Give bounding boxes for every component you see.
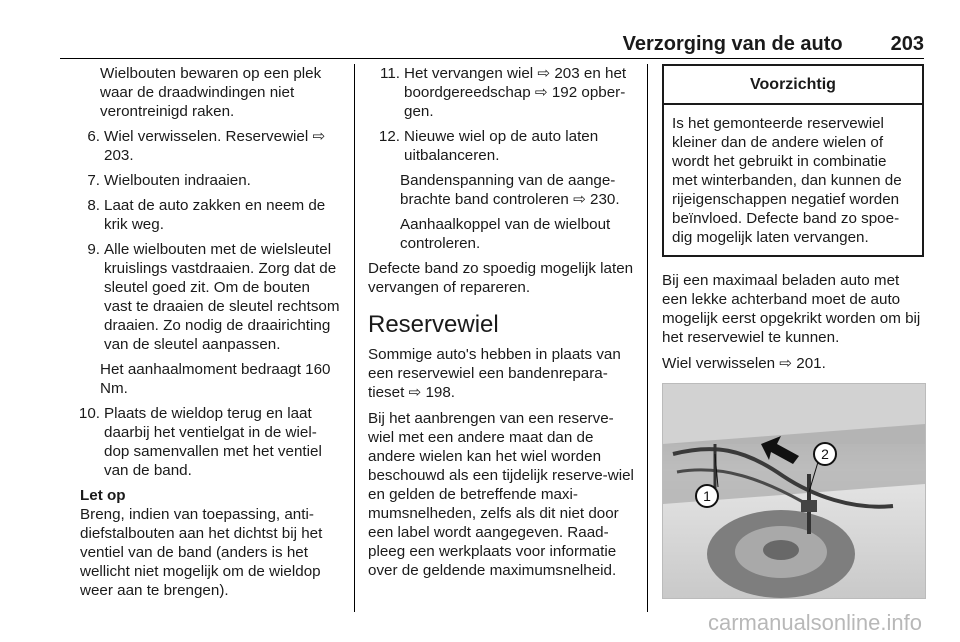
callout-2-label: 2 — [821, 446, 829, 462]
step-12: 12. Nieuwe wiel op de auto laten uitbalanceren. — [378, 128, 599, 164]
step-12-pressure: Bandenspanning van de aange-brachte band controleren ⇨ 230. — [400, 172, 620, 208]
step-12-torque: Aanhaalkoppel van de wielbout controleren. — [400, 216, 611, 252]
page-number: 203 — [890, 33, 924, 55]
step-11: 11. Het vervangen wiel ⇨ 203 en het boordgereedschap ⇨ 192 opber-gen. — [380, 65, 627, 120]
note — [68, 486, 340, 600]
section-heading: Reservewiel — [368, 311, 499, 338]
callout-1-label: 1 — [703, 488, 711, 504]
step-8: 8. Laat de auto zakken en neem de krik weg. — [87, 197, 326, 233]
column-right — [662, 64, 924, 599]
chapter-title: Verzorging van de auto — [622, 33, 843, 55]
spare-wheel-intro: Sommige auto's hebben in plaats van een reservewiel een bandenrepara-tieset ⇨ 198. — [368, 346, 621, 401]
continued-text: Wielbouten bewaren op een plek waar de draadwindingen niet verontreinigd raken. — [100, 65, 322, 120]
wheel-change-ref: Wiel verwisselen ⇨ 201. — [662, 355, 826, 372]
step-6: 6. Wiel verwisselen. Reservewiel ⇨ 203. — [87, 128, 326, 164]
spare-wheel-illustration — [662, 383, 926, 599]
caution-box — [662, 64, 924, 257]
column-divider — [647, 64, 648, 612]
column-left — [68, 64, 340, 607]
caution-title: Voorzichtig — [664, 66, 922, 105]
watermark: carmanualsonline.info — [707, 610, 922, 635]
caution-text: Is het gemonteerde reservewiel kleiner dan de andere wielen of wordt het gebruikt in combinatie met winterbanden, dan kunnen de rijeigenschappen negatief worden beïnvloed. Defecte band zo spoe-dig mogelijk laten vervangen. — [672, 115, 902, 246]
defect-note: Defecte band zo spoedig mogelijk laten vervangen of repareren. — [368, 260, 634, 296]
callout-1 — [696, 485, 718, 507]
step-9: 9. Alle wielbouten met de wielsleutel kruislings vastdraaien. Zorg dat de sleutel goed zit. Om de bouten vast te draaien de sleutel rechtsom draaien. Zo nodig de draairichting van de sleutel aanpassen. — [87, 241, 340, 353]
loaded-car-note: Bij een maximaal beladen auto met een lekke achterband moet de auto mogelijk eerst opgekrikt worden om bij het reservewiel te kunnen. — [662, 272, 921, 346]
step-7: 7. Wielbouten indraaien. — [87, 172, 251, 189]
step-9-torque: Het aanhaalmoment bedraagt 160 Nm. — [100, 361, 331, 397]
spare-wheel-drawing — [663, 384, 925, 598]
note-text: Breng, indien van toepassing, anti-diefstalbouten aan het dichtst bij het ventiel van de band (anders is het wellicht niet mogelijk om de wieldop weer aan te brengen). — [80, 506, 323, 599]
page-header — [60, 26, 924, 59]
column-divider — [354, 64, 355, 612]
spare-wheel-speed: Bij het aanbrengen van een reserve-wiel met een andere maat dan de andere wielen kan het wiel worden beschouwd als een tijdelijk reserve-wiel en gelden de betreffende maxi-mumsnelheden, zelfs als dit niet door een label wordt aangegeven. Raad-pleeg een werkplaats voor informatie over de geldende maximumsnelheid. — [368, 410, 634, 579]
callout-2 — [814, 443, 836, 465]
step-10: 10. Plaats de wieldop terug en laat daarbij het ventielgat in de wiel-dop samenvallen met het ventiel van de band. — [78, 405, 322, 479]
note-title: Let op — [80, 487, 126, 504]
column-middle — [368, 64, 634, 587]
